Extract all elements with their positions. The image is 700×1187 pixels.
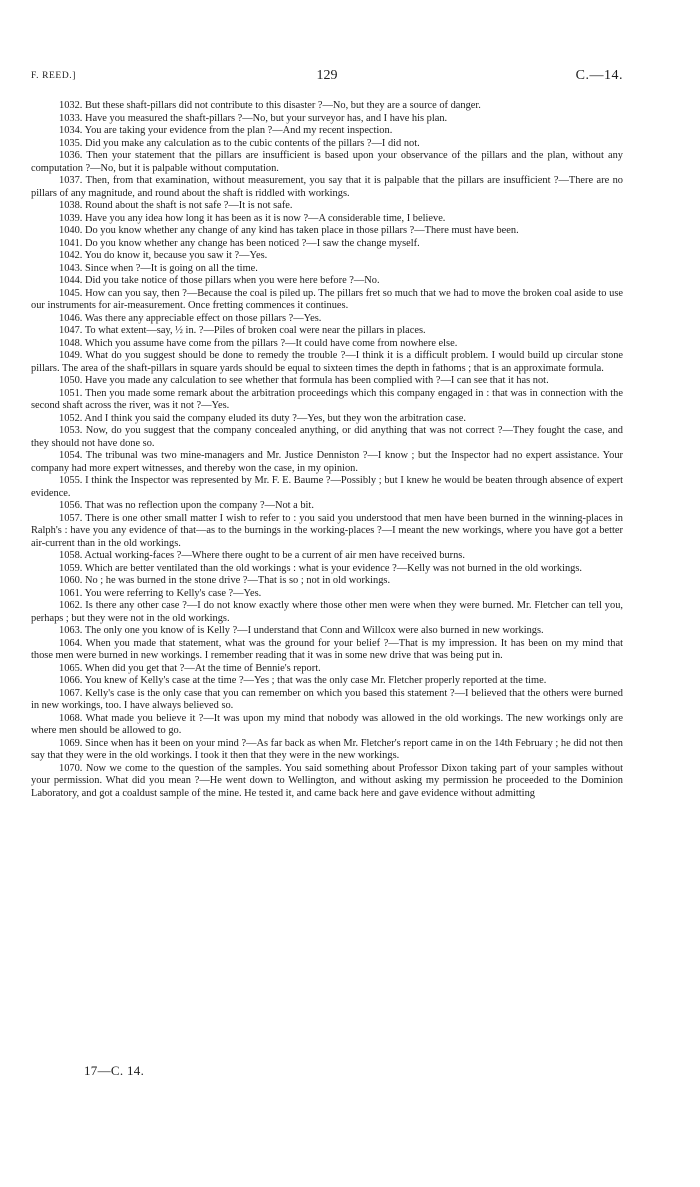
question-answer-text: Now we come to the question of the samples. You said something about Professor Dixon taking part of your samples without your permission. What did you mean ?—He went down to Wellington, and without asking my permission he proceeded to the Dominion Laboratory, and got a coaldust sample of the mine. He tested it, and came back here and gave evidence without admitting (31, 762, 623, 799)
question-answer-text: What made you believe it ?—It was upon my mind that nobody was allowed in the old workings. The new workings only are where men should be allowed to go. (31, 712, 623, 736)
question-answer-text: You are taking your evidence from the plan ?—And my recent inspection. (84, 125, 393, 136)
question-answer-text: And I think you said the company eluded its duty ?—Yes, but they won the arbitration case. (84, 412, 467, 424)
question-number: 1040. (59, 225, 83, 236)
testimony-entry (31, 150, 623, 175)
question-number: 1038. (59, 200, 83, 211)
question-answer-text: Kelly's case is the only case that you can remember on which you based this statement ?—I believed that the others were burned in new workings, too. I have always believed so. (31, 687, 623, 711)
question-number: 1068. (59, 712, 83, 724)
question-answer-text: No ; he was burned in the stone drive ?—That is so ; not in old workings. (85, 575, 391, 586)
testimony-entry (31, 200, 623, 213)
question-number: 1032. (59, 100, 83, 111)
question-number: 1033. (59, 112, 83, 124)
question-number: 1052. (59, 412, 83, 424)
testimony-entry (31, 275, 623, 288)
question-number: 1047. (59, 325, 83, 336)
question-number: 1066. (59, 675, 83, 686)
question-answer-text: Round about the shaft is not safe ?—It is not safe. (85, 200, 293, 211)
paper-reference: C.—14. (575, 68, 623, 83)
question-number: 1060. (59, 575, 83, 586)
question-number: 1044. (59, 275, 83, 286)
testimony-entry (31, 288, 623, 313)
question-answer-text: That was no reflection upon the company ?—Not a bit. (84, 500, 314, 511)
question-number: 1046. (59, 312, 83, 324)
question-answer-text: What do you suggest should be done to remedy the trouble ?—I think it is a difficult problem. I would build up circular stone pillars. The area of the shaft-pillars in square yards should be equal to sixteen times the depth in fathoms ; that is an approximate formula. (31, 350, 623, 374)
question-number: 1058. (59, 550, 83, 561)
question-number: 1062. (59, 600, 83, 611)
testimony-entry (31, 563, 623, 576)
testimony-entry (31, 513, 623, 551)
testimony-entry (31, 338, 623, 351)
question-answer-text: But these shaft-pillars did not contribute to this disaster ?—No, but they are a source of danger. (85, 100, 481, 111)
question-number: 1042. (59, 250, 83, 261)
testimony-entry (31, 550, 623, 563)
question-answer-text: How can you say, then ?—Because the coal is piled up. The pillars fret so much that we had to move the broken coal aside to use our instruments for air-measurement. Once fretting commences it continues. (31, 287, 624, 311)
testimony-entry (31, 763, 623, 801)
question-number: 1070. (59, 762, 83, 774)
question-number: 1054. (59, 450, 83, 461)
question-number: 1057. (59, 512, 83, 524)
testimony-entry (31, 425, 623, 450)
testimony-entry (31, 125, 623, 138)
testimony-entry (31, 713, 623, 738)
question-answer-text: Now, do you suggest that the company concealed anything, or did anything that was not correct ?—They fought the case, and they should not have done so. (31, 425, 623, 449)
testimony-entry (31, 325, 623, 338)
question-answer-text: Was there any appreciable effect on those pillars ?—Yes. (84, 312, 322, 324)
testimony-entry (31, 588, 623, 601)
testimony-entry (31, 113, 623, 126)
question-number: 1069. (59, 737, 83, 749)
page-header (31, 68, 623, 88)
question-answer-text: The tribunal was two mine-managers and Mr. Justice Denniston ?—I know ; but the Inspector had no expert assistance. Your company had more expert witnesses, and thereby won the case, in my opinion. (31, 450, 623, 474)
testimony-entry (31, 450, 623, 475)
question-answer-text: The only one you know of is Kelly ?—I understand that Conn and Willcox were also burned in new workings. (84, 625, 544, 636)
question-number: 1035. (59, 137, 83, 149)
testimony-entry (31, 313, 623, 326)
question-answer-text: Did you take notice of those pillars when you were here before ?—No. (85, 275, 380, 286)
question-answer-text: Since when has it been on your mind ?—As far back as when Mr. Fletcher's report came in on the 14th February ; he did not then say that they were in the old workings. I took it then that they were in the new workings. (31, 737, 623, 761)
question-number: 1049. (59, 350, 83, 361)
question-answer-text: Which you assume have come from the pillars ?—It could have come from nowhere else. (84, 337, 458, 349)
question-number: 1064. (59, 637, 83, 649)
question-answer-text: Then, from that examination, without measurement, you say that it is palpable that the pillars are insufficient ?—There are no pillars of any magnitude, and round about the shaft is riddled with workings. (31, 175, 623, 199)
question-answer-text: Have you measured the shaft-pillars ?—No, but your surveyor has, and I have his plan. (85, 112, 448, 124)
question-answer-text: There is one other small matter I wish to refer to : you said you understood that men have been burned in the winning-places in Ralph's : have you any evidence of that—as to the burnings in the working-places ?—I meant the new workings, where you have got a better air-current than in the old workings. (31, 512, 623, 549)
question-number: 1056. (59, 500, 83, 511)
testimony-entry (31, 225, 623, 238)
question-answer-text: Do you know whether any change has been noticed ?—I saw the change myself. (85, 237, 420, 249)
witness-name: F. REED.] (31, 71, 77, 81)
testimony-entry (31, 600, 623, 625)
testimony-entry (31, 638, 623, 663)
question-answer-text: You were referring to Kelly's case ?—Yes. (84, 587, 262, 599)
testimony-entry (31, 475, 623, 500)
testimony-entry (31, 388, 623, 413)
question-answer-text: When you made that statement, what was the ground for your belief ?—That is my impression. It has been on my mind that those men were burned in new workings. I remember reading that it was in some new drive that was being put in. (31, 637, 623, 661)
question-answer-text: I think the Inspector was represented by Mr. F. E. Baume ?—Possibly ; but I knew he would be beaten through absence of expert evidence. (31, 475, 623, 499)
question-answer-text: You do know it, because you saw it ?—Yes. (84, 250, 268, 261)
question-answer-text: Have you made any calculation to see whether that formula has been complied with ?—I can see that it has not. (85, 375, 549, 386)
page-number: 129 (316, 68, 338, 83)
testimony-entry (31, 663, 623, 676)
question-number: 1063. (59, 625, 83, 636)
question-number: 1067. (59, 687, 83, 699)
question-number: 1045. (59, 287, 83, 299)
testimony-entry (31, 413, 623, 426)
question-number: 1061. (59, 587, 83, 599)
testimony-entry (31, 625, 623, 638)
testimony-entry (31, 250, 623, 263)
question-answer-text: Did you make any calculation as to the cubic contents of the pillars ?—I did not. (85, 137, 420, 149)
question-answer-text: Which are better ventilated than the old workings : what is your evidence ?—Kelly was not burned in the old workings. (84, 562, 582, 574)
question-number: 1065. (59, 662, 83, 674)
question-number: 1050. (59, 375, 83, 386)
testimony-entry (31, 175, 623, 200)
testimony-entry (31, 500, 623, 513)
signature-mark: 17—C. 14. (84, 1063, 145, 1078)
testimony-entry (31, 375, 623, 388)
testimony-entry (31, 688, 623, 713)
question-answer-text: You knew of Kelly's case at the time ?—Yes ; that was the only case Mr. Fletcher properly reported at the time. (84, 675, 547, 686)
question-answer-text: Actual working-faces ?—Where there ought to be a current of air men have received burns. (84, 550, 465, 561)
question-number: 1037. (59, 175, 83, 186)
question-answer-text: When did you get that ?—At the time of Bennie's report. (84, 662, 321, 674)
question-answer-text: Is there any other case ?—I do not know exactly where those other men were when they were burned. Mr. Fletcher can tell you, perhaps ; but they were not in the old workings. (31, 600, 623, 624)
testimony-entry (31, 675, 623, 688)
question-number: 1041. (59, 237, 83, 249)
testimony-entry (31, 738, 623, 763)
testimony-entry (31, 350, 623, 375)
question-number: 1048. (59, 337, 83, 349)
testimony-entry (31, 213, 623, 226)
question-number: 1051. (59, 387, 83, 399)
testimony-entry (31, 100, 623, 113)
question-number: 1036. (59, 150, 83, 161)
question-answer-text: To what extent—say, ½ in. ?—Piles of broken coal were near the pillars in places. (84, 325, 426, 336)
testimony-body (31, 100, 623, 800)
question-number: 1043. (59, 262, 83, 274)
question-answer-text: Since when ?—It is going on all the time. (85, 262, 258, 274)
question-answer-text: Then your statement that the pillars are insufficient is based upon your observance of the pillars and the plan, without any computation ?—No, but it is palpable without computation. (31, 150, 623, 174)
testimony-entry (31, 575, 623, 588)
question-number: 1039. (59, 212, 83, 224)
question-number: 1059. (59, 562, 83, 574)
question-number: 1034. (59, 125, 83, 136)
question-number: 1055. (59, 475, 83, 486)
question-answer-text: Then you made some remark about the arbitration proceedings which this company engaged in : that was in connection with the second shaft across the river, was it not ?—Yes. (31, 387, 623, 411)
testimony-entry (31, 138, 623, 151)
question-answer-text: Do you know whether any change of any kind has taken place in those pillars ?—There must have been. (85, 225, 519, 236)
testimony-entry (31, 238, 623, 251)
testimony-entry (31, 263, 623, 276)
question-number: 1053. (59, 425, 83, 436)
question-answer-text: Have you any idea how long it has been as it is now ?—A considerable time, I believe. (85, 212, 446, 224)
